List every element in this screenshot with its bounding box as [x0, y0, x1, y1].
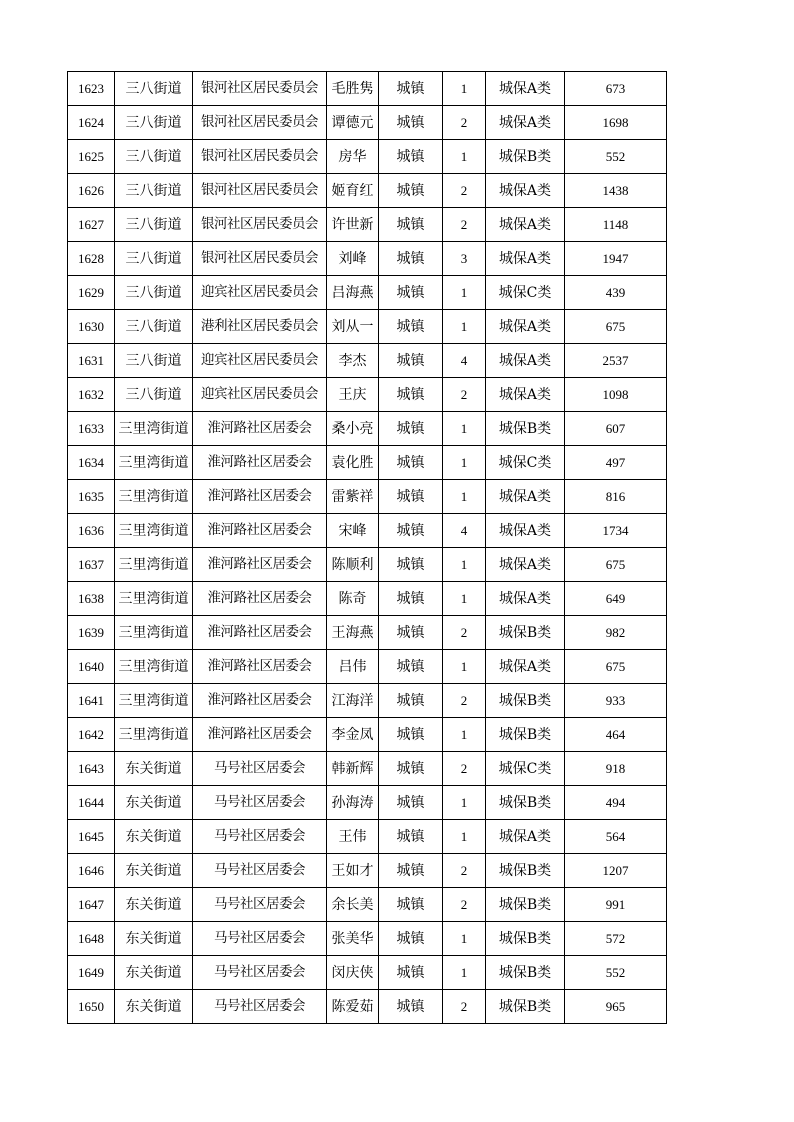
member-count-cell: 1 — [443, 548, 486, 582]
record-number-cell: 1637 — [68, 548, 115, 582]
household-type-cell: 城镇 — [379, 514, 443, 548]
member-count-cell: 2 — [443, 106, 486, 140]
person-name-cell: 吕海燕 — [327, 276, 379, 310]
person-name-cell: 宋峰 — [327, 514, 379, 548]
record-number-cell: 1627 — [68, 208, 115, 242]
street-cell: 三里湾街道 — [115, 650, 193, 684]
record-number-cell: 1649 — [68, 956, 115, 990]
household-type-cell: 城镇 — [379, 480, 443, 514]
record-number-cell: 1641 — [68, 684, 115, 718]
category-cell: 城保C类 — [486, 752, 565, 786]
household-type-cell: 城镇 — [379, 684, 443, 718]
table-row — [68, 616, 667, 650]
category-cell: 城保B类 — [486, 786, 565, 820]
member-count-cell: 1 — [443, 140, 486, 174]
category-cell: 城保B类 — [486, 412, 565, 446]
street-cell: 三里湾街道 — [115, 412, 193, 446]
roster-table — [67, 71, 667, 1024]
member-count-cell: 2 — [443, 378, 486, 412]
table-row — [68, 684, 667, 718]
member-count-cell: 1 — [443, 718, 486, 752]
person-name-cell: 王伟 — [327, 820, 379, 854]
person-name-cell: 谭德元 — [327, 106, 379, 140]
street-cell: 东关街道 — [115, 786, 193, 820]
table-row — [68, 208, 667, 242]
community-cell: 港利社区居民委员会 — [193, 310, 327, 344]
amount-cell: 2537 — [565, 344, 667, 378]
person-name-cell: 雷紫祥 — [327, 480, 379, 514]
category-cell: 城保B类 — [486, 854, 565, 888]
member-count-cell: 1 — [443, 650, 486, 684]
category-cell: 城保A类 — [486, 480, 565, 514]
record-number-cell: 1648 — [68, 922, 115, 956]
record-number-cell: 1650 — [68, 990, 115, 1024]
table-row — [68, 106, 667, 140]
household-type-cell: 城镇 — [379, 106, 443, 140]
table-row — [68, 276, 667, 310]
amount-cell: 494 — [565, 786, 667, 820]
person-name-cell: 袁化胜 — [327, 446, 379, 480]
amount-cell: 673 — [565, 72, 667, 106]
member-count-cell: 2 — [443, 616, 486, 650]
amount-cell: 965 — [565, 990, 667, 1024]
table-row — [68, 922, 667, 956]
community-cell: 银河社区居民委员会 — [193, 106, 327, 140]
category-cell: 城保B类 — [486, 922, 565, 956]
household-type-cell: 城镇 — [379, 854, 443, 888]
person-name-cell: 姬育红 — [327, 174, 379, 208]
person-name-cell: 王如才 — [327, 854, 379, 888]
member-count-cell: 1 — [443, 582, 486, 616]
amount-cell: 439 — [565, 276, 667, 310]
record-number-cell: 1631 — [68, 344, 115, 378]
category-cell: 城保A类 — [486, 514, 565, 548]
street-cell: 东关街道 — [115, 922, 193, 956]
street-cell: 三八街道 — [115, 208, 193, 242]
person-name-cell: 王海燕 — [327, 616, 379, 650]
community-cell: 马号社区居委会 — [193, 820, 327, 854]
member-count-cell: 1 — [443, 480, 486, 514]
amount-cell: 982 — [565, 616, 667, 650]
amount-cell: 607 — [565, 412, 667, 446]
person-name-cell: 闵庆侠 — [327, 956, 379, 990]
street-cell: 东关街道 — [115, 752, 193, 786]
amount-cell: 991 — [565, 888, 667, 922]
person-name-cell: 吕伟 — [327, 650, 379, 684]
record-number-cell: 1624 — [68, 106, 115, 140]
street-cell: 三里湾街道 — [115, 446, 193, 480]
amount-cell: 675 — [565, 548, 667, 582]
household-type-cell: 城镇 — [379, 820, 443, 854]
amount-cell: 1148 — [565, 208, 667, 242]
street-cell: 三八街道 — [115, 72, 193, 106]
household-type-cell: 城镇 — [379, 888, 443, 922]
community-cell: 马号社区居委会 — [193, 854, 327, 888]
category-cell: 城保A类 — [486, 548, 565, 582]
street-cell: 三里湾街道 — [115, 582, 193, 616]
person-name-cell: 陈爱茹 — [327, 990, 379, 1024]
record-number-cell: 1634 — [68, 446, 115, 480]
household-type-cell: 城镇 — [379, 378, 443, 412]
community-cell: 淮河路社区居委会 — [193, 514, 327, 548]
member-count-cell: 4 — [443, 514, 486, 548]
category-cell: 城保A类 — [486, 582, 565, 616]
record-number-cell: 1625 — [68, 140, 115, 174]
person-name-cell: 张美华 — [327, 922, 379, 956]
community-cell: 迎宾社区居民委员会 — [193, 378, 327, 412]
community-cell: 银河社区居民委员会 — [193, 174, 327, 208]
table-row — [68, 752, 667, 786]
household-type-cell: 城镇 — [379, 786, 443, 820]
household-type-cell: 城镇 — [379, 616, 443, 650]
street-cell: 三八街道 — [115, 344, 193, 378]
amount-cell: 552 — [565, 140, 667, 174]
household-type-cell: 城镇 — [379, 242, 443, 276]
person-name-cell: 房华 — [327, 140, 379, 174]
street-cell: 三里湾街道 — [115, 616, 193, 650]
person-name-cell: 孙海涛 — [327, 786, 379, 820]
community-cell: 淮河路社区居委会 — [193, 582, 327, 616]
household-type-cell: 城镇 — [379, 412, 443, 446]
community-cell: 马号社区居委会 — [193, 990, 327, 1024]
street-cell: 东关街道 — [115, 990, 193, 1024]
street-cell: 三里湾街道 — [115, 514, 193, 548]
household-type-cell: 城镇 — [379, 140, 443, 174]
member-count-cell: 4 — [443, 344, 486, 378]
household-type-cell: 城镇 — [379, 718, 443, 752]
category-cell: 城保A类 — [486, 72, 565, 106]
street-cell: 三八街道 — [115, 310, 193, 344]
person-name-cell: 王庆 — [327, 378, 379, 412]
amount-cell: 816 — [565, 480, 667, 514]
community-cell: 银河社区居民委员会 — [193, 140, 327, 174]
category-cell: 城保A类 — [486, 242, 565, 276]
table-row — [68, 990, 667, 1024]
category-cell: 城保A类 — [486, 310, 565, 344]
community-cell: 淮河路社区居委会 — [193, 616, 327, 650]
member-count-cell: 1 — [443, 786, 486, 820]
table-row — [68, 140, 667, 174]
record-number-cell: 1632 — [68, 378, 115, 412]
table-row — [68, 888, 667, 922]
street-cell: 三里湾街道 — [115, 480, 193, 514]
category-cell: 城保B类 — [486, 684, 565, 718]
member-count-cell: 1 — [443, 412, 486, 446]
category-cell: 城保B类 — [486, 718, 565, 752]
table-row — [68, 514, 667, 548]
household-type-cell: 城镇 — [379, 276, 443, 310]
amount-cell: 1438 — [565, 174, 667, 208]
amount-cell: 1698 — [565, 106, 667, 140]
community-cell: 马号社区居委会 — [193, 888, 327, 922]
household-type-cell: 城镇 — [379, 72, 443, 106]
table-body — [68, 72, 667, 1024]
record-number-cell: 1635 — [68, 480, 115, 514]
table-row — [68, 310, 667, 344]
household-type-cell: 城镇 — [379, 208, 443, 242]
member-count-cell: 2 — [443, 752, 486, 786]
member-count-cell: 2 — [443, 854, 486, 888]
community-cell: 马号社区居委会 — [193, 786, 327, 820]
amount-cell: 1098 — [565, 378, 667, 412]
amount-cell: 564 — [565, 820, 667, 854]
household-type-cell: 城镇 — [379, 922, 443, 956]
community-cell: 马号社区居委会 — [193, 956, 327, 990]
street-cell: 三八街道 — [115, 378, 193, 412]
member-count-cell: 1 — [443, 956, 486, 990]
category-cell: 城保A类 — [486, 208, 565, 242]
category-cell: 城保B类 — [486, 140, 565, 174]
community-cell: 银河社区居民委员会 — [193, 242, 327, 276]
community-cell: 淮河路社区居委会 — [193, 548, 327, 582]
member-count-cell: 2 — [443, 684, 486, 718]
member-count-cell: 2 — [443, 174, 486, 208]
category-cell: 城保B类 — [486, 990, 565, 1024]
household-type-cell: 城镇 — [379, 752, 443, 786]
community-cell: 淮河路社区居委会 — [193, 412, 327, 446]
amount-cell: 675 — [565, 310, 667, 344]
record-number-cell: 1628 — [68, 242, 115, 276]
street-cell: 三八街道 — [115, 174, 193, 208]
street-cell: 东关街道 — [115, 854, 193, 888]
category-cell: 城保A类 — [486, 344, 565, 378]
community-cell: 马号社区居委会 — [193, 752, 327, 786]
category-cell: 城保A类 — [486, 378, 565, 412]
table-row — [68, 820, 667, 854]
category-cell: 城保A类 — [486, 820, 565, 854]
amount-cell: 649 — [565, 582, 667, 616]
member-count-cell: 2 — [443, 208, 486, 242]
member-count-cell: 1 — [443, 446, 486, 480]
category-cell: 城保A类 — [486, 106, 565, 140]
amount-cell: 1947 — [565, 242, 667, 276]
table-row — [68, 412, 667, 446]
table-row — [68, 174, 667, 208]
amount-cell: 572 — [565, 922, 667, 956]
person-name-cell: 李金凤 — [327, 718, 379, 752]
record-number-cell: 1640 — [68, 650, 115, 684]
record-number-cell: 1642 — [68, 718, 115, 752]
amount-cell: 1207 — [565, 854, 667, 888]
record-number-cell: 1643 — [68, 752, 115, 786]
member-count-cell: 2 — [443, 990, 486, 1024]
record-number-cell: 1644 — [68, 786, 115, 820]
street-cell: 三里湾街道 — [115, 548, 193, 582]
community-cell: 淮河路社区居委会 — [193, 718, 327, 752]
record-number-cell: 1626 — [68, 174, 115, 208]
amount-cell: 464 — [565, 718, 667, 752]
amount-cell: 675 — [565, 650, 667, 684]
record-number-cell: 1639 — [68, 616, 115, 650]
record-number-cell: 1638 — [68, 582, 115, 616]
record-number-cell: 1636 — [68, 514, 115, 548]
category-cell: 城保C类 — [486, 446, 565, 480]
person-name-cell: 刘峰 — [327, 242, 379, 276]
street-cell: 东关街道 — [115, 956, 193, 990]
amount-cell: 933 — [565, 684, 667, 718]
person-name-cell: 刘从一 — [327, 310, 379, 344]
community-cell: 马号社区居委会 — [193, 922, 327, 956]
street-cell: 三八街道 — [115, 140, 193, 174]
record-number-cell: 1630 — [68, 310, 115, 344]
table-row — [68, 548, 667, 582]
household-type-cell: 城镇 — [379, 582, 443, 616]
table-row — [68, 344, 667, 378]
member-count-cell: 2 — [443, 888, 486, 922]
category-cell: 城保B类 — [486, 888, 565, 922]
community-cell: 银河社区居民委员会 — [193, 72, 327, 106]
table-row — [68, 650, 667, 684]
household-type-cell: 城镇 — [379, 956, 443, 990]
street-cell: 三八街道 — [115, 276, 193, 310]
member-count-cell: 1 — [443, 310, 486, 344]
record-number-cell: 1646 — [68, 854, 115, 888]
community-cell: 淮河路社区居委会 — [193, 480, 327, 514]
household-type-cell: 城镇 — [379, 548, 443, 582]
community-cell: 淮河路社区居委会 — [193, 446, 327, 480]
street-cell: 三八街道 — [115, 106, 193, 140]
table-row — [68, 446, 667, 480]
street-cell: 三八街道 — [115, 242, 193, 276]
community-cell: 银河社区居民委员会 — [193, 208, 327, 242]
record-number-cell: 1629 — [68, 276, 115, 310]
street-cell: 东关街道 — [115, 820, 193, 854]
household-type-cell: 城镇 — [379, 990, 443, 1024]
table-row — [68, 854, 667, 888]
member-count-cell: 1 — [443, 72, 486, 106]
person-name-cell: 陈顺利 — [327, 548, 379, 582]
person-name-cell: 江海洋 — [327, 684, 379, 718]
amount-cell: 552 — [565, 956, 667, 990]
street-cell: 东关街道 — [115, 888, 193, 922]
amount-cell: 1734 — [565, 514, 667, 548]
member-count-cell: 3 — [443, 242, 486, 276]
record-number-cell: 1623 — [68, 72, 115, 106]
record-number-cell: 1633 — [68, 412, 115, 446]
member-count-cell: 1 — [443, 276, 486, 310]
table-row — [68, 480, 667, 514]
community-cell: 淮河路社区居委会 — [193, 650, 327, 684]
member-count-cell: 1 — [443, 820, 486, 854]
table-row — [68, 718, 667, 752]
amount-cell: 918 — [565, 752, 667, 786]
member-count-cell: 1 — [443, 922, 486, 956]
person-name-cell: 余长美 — [327, 888, 379, 922]
table-row — [68, 582, 667, 616]
person-name-cell: 许世新 — [327, 208, 379, 242]
person-name-cell: 毛胜隽 — [327, 72, 379, 106]
person-name-cell: 李杰 — [327, 344, 379, 378]
table-row — [68, 72, 667, 106]
person-name-cell: 桑小亮 — [327, 412, 379, 446]
person-name-cell: 韩新辉 — [327, 752, 379, 786]
table-row — [68, 956, 667, 990]
household-type-cell: 城镇 — [379, 174, 443, 208]
household-type-cell: 城镇 — [379, 446, 443, 480]
table-row — [68, 378, 667, 412]
category-cell: 城保C类 — [486, 276, 565, 310]
street-cell: 三里湾街道 — [115, 684, 193, 718]
category-cell: 城保A类 — [486, 174, 565, 208]
amount-cell: 497 — [565, 446, 667, 480]
household-type-cell: 城镇 — [379, 310, 443, 344]
community-cell: 淮河路社区居委会 — [193, 684, 327, 718]
person-name-cell: 陈奇 — [327, 582, 379, 616]
record-number-cell: 1647 — [68, 888, 115, 922]
household-type-cell: 城镇 — [379, 344, 443, 378]
household-type-cell: 城镇 — [379, 650, 443, 684]
table-row — [68, 242, 667, 276]
category-cell: 城保A类 — [486, 650, 565, 684]
table-row — [68, 786, 667, 820]
record-number-cell: 1645 — [68, 820, 115, 854]
street-cell: 三里湾街道 — [115, 718, 193, 752]
community-cell: 迎宾社区居民委员会 — [193, 344, 327, 378]
category-cell: 城保B类 — [486, 956, 565, 990]
category-cell: 城保B类 — [486, 616, 565, 650]
community-cell: 迎宾社区居民委员会 — [193, 276, 327, 310]
